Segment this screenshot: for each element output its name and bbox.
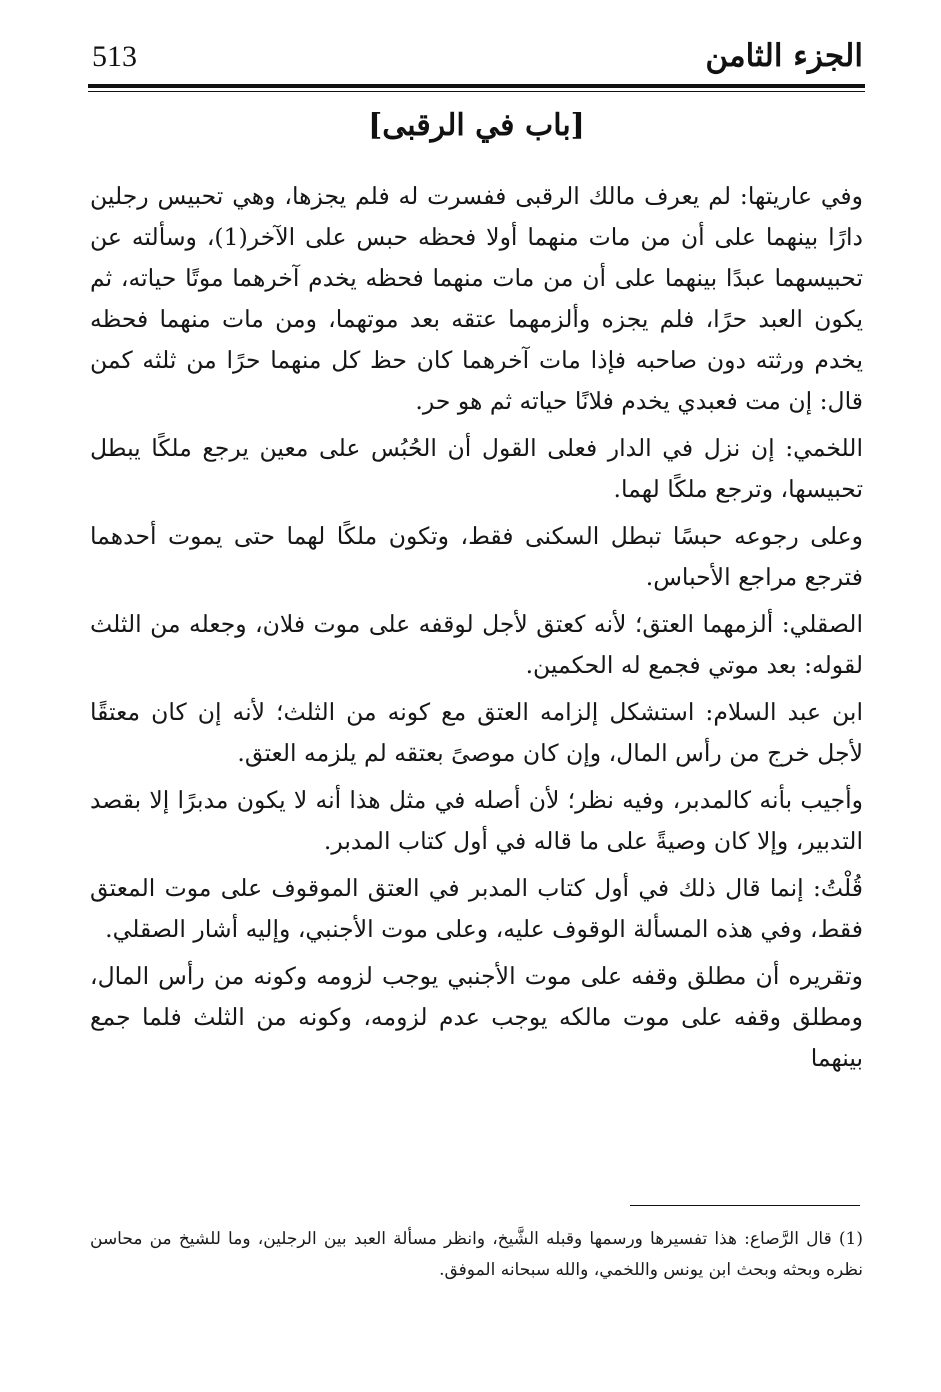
running-title: الجزء الثامن — [705, 38, 863, 74]
paragraph-5: ابن عبد السلام: استشكل إلزامه العتق مع كونه من الثلث؛ لأنه إن كان معتقًا لأجل خرج من رأس المال، وإن كان موصىً بعتقه لم يلزمه العتق. — [90, 698, 863, 767]
paragraph-6: وأجيب بأنه كالمدبر، وفيه نظر؛ لأن أصله في مثل هذا أنه لا يكون مدبرًا إلا بقصد التدبير، وإلا كان وصيةً على ما قاله في أول كتاب المدبر. — [90, 786, 863, 855]
header-rule-thick — [88, 84, 865, 88]
chapter-title: [باب في الرقبى] — [368, 108, 585, 143]
page-number: 513 — [92, 40, 137, 73]
paragraph-2: اللخمي: إن نزل في الدار فعلى القول أن الحُبُس على معين يرجع ملكًا يبطل تحبيسها، وترجع ملكًا لهما. — [90, 434, 863, 503]
footnote: (1) قال الرَّصاع: هذا تفسيرها ورسمها وقبله الشَّيخ، وانظر مسألة العبد بين الرجلين، وما للشيخ من محاسن نظره وبحثه وبحث ابن يونس واللخمي، والله سبحانه الموفق. — [90, 1229, 863, 1280]
paragraph-7: قُلْتُ: إنما قال ذلك في أول كتاب المدبر في العتق الموقوف على موت المعتق فقط، وفي هذه المسألة الوقوف عليه، وعلى موت الأجنبي، وإليه أشار الصقلي. — [90, 874, 863, 943]
paragraph-8: وتقريره أن مطلق وقفه على موت الأجنبي يوجب لزومه وكونه من رأس المال، ومطلق وقفه على موت مالكه يوجب عدم لزومه، وكونه من الثلث فلما جمع بينهما — [90, 962, 863, 1072]
page-header — [92, 34, 863, 88]
body-text — [90, 176, 863, 1085]
paragraph-3: وعلى رجوعه حبسًا تبطل السكنى فقط، وتكون ملكًا لهما حتى يموت أحدهما فترجع مراجع الأحباس. — [90, 522, 863, 591]
header-rule-thin — [88, 91, 865, 92]
paragraph-1: وفي عاريتها: لم يعرف مالك الرقبى ففسرت له فلم يجزها، وهي تحبيس رجلين دارًا بينهما على أن من مات منهما أولا فحظه حبس على الآخر(1)، وسألته عن تحبيسهما عبدًا بينهما على أن من مات منهما فحظه يخدم آخرهما موتًا حياته، ثم يكون العبد حرًا، فلم يجزه وألزمهما عتقه بعد موتهما، ومن مات منهما فحظه يخدم ورثته دون صاحبه فإذا مات آخرهما كان حظ كل منهما حرًا من ثلثه كمن قال: إن مت فعبدي يخدم فلانًا حياته ثم هو حر. — [90, 182, 864, 415]
paragraph-4: الصقلي: ألزمهما العتق؛ لأنه كعتق لأجل لوقفه على موت فلان، وجعله من الثلث لقوله: بعد موتي فجمع له الحكمين. — [90, 610, 863, 679]
footnote-rule — [630, 1205, 860, 1206]
